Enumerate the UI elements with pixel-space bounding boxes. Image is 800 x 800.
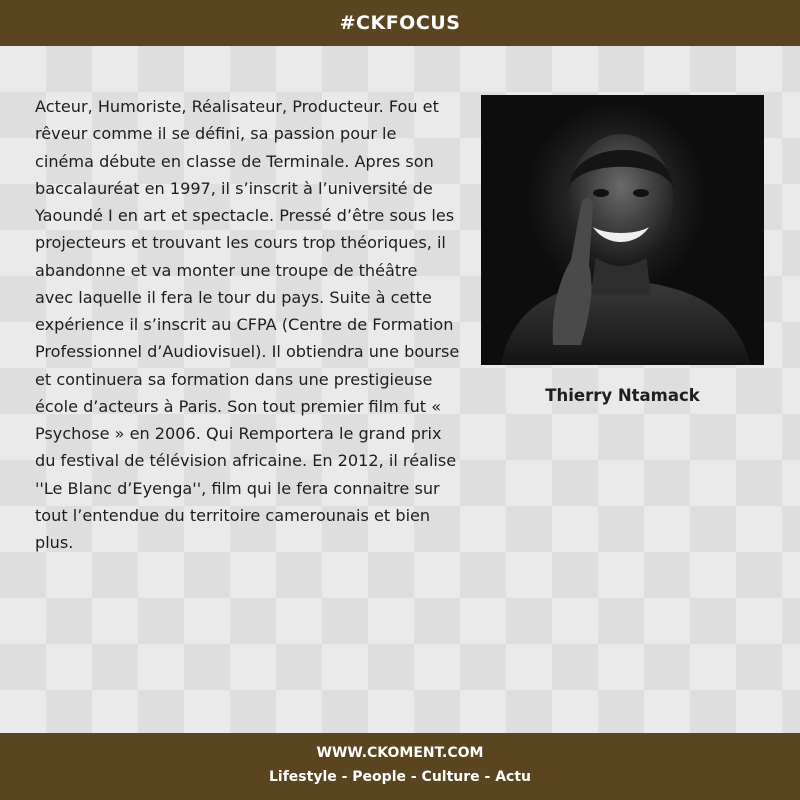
- portrait-photo: [481, 95, 764, 365]
- bio-text: Acteur, Humoriste, Réalisateur, Producteur. Fou et rêveur comme il se défini, sa passion pour le cinéma débute en classe de Terminale. Apres son baccalauréat en 1997, il s’inscrit à l’université de Yaoundé I en art et spectacle. Pressé d’être sous les projecteurs et trouvant les cours trop théoriques, il abandonne et va monter une troupe de théâtre avec laquelle il fera le tour du pays. Suite à cette expérience il s’inscrit au CFPA (Centre de Formation Professionnel d’Audiovisuel). Il obtiendra une bourse et continuera sa formation dans une prestigieuse école d’acteurs à Paris. Son tout premier film fut « Psychose » en 2006. Qui Remportera le grand prix du festival de télévision africaine. En 2012, il réalise ''Le Blanc d’Eyenga'', film qui le fera connaitre sur tout l’entendue du territoire camerounais et bien plus.: [35, 97, 460, 552]
- footer-bar: [0, 733, 800, 800]
- header-bar: [0, 0, 800, 46]
- photo-caption: Thierry Ntamack: [545, 386, 700, 405]
- portrait-image: [481, 95, 764, 365]
- hashtag-title: #CKFOCUS: [339, 12, 461, 34]
- site-tagline: Lifestyle - People - Culture - Actu: [268, 769, 531, 785]
- site-url[interactable]: WWW.CKOMENT.COM: [316, 745, 484, 761]
